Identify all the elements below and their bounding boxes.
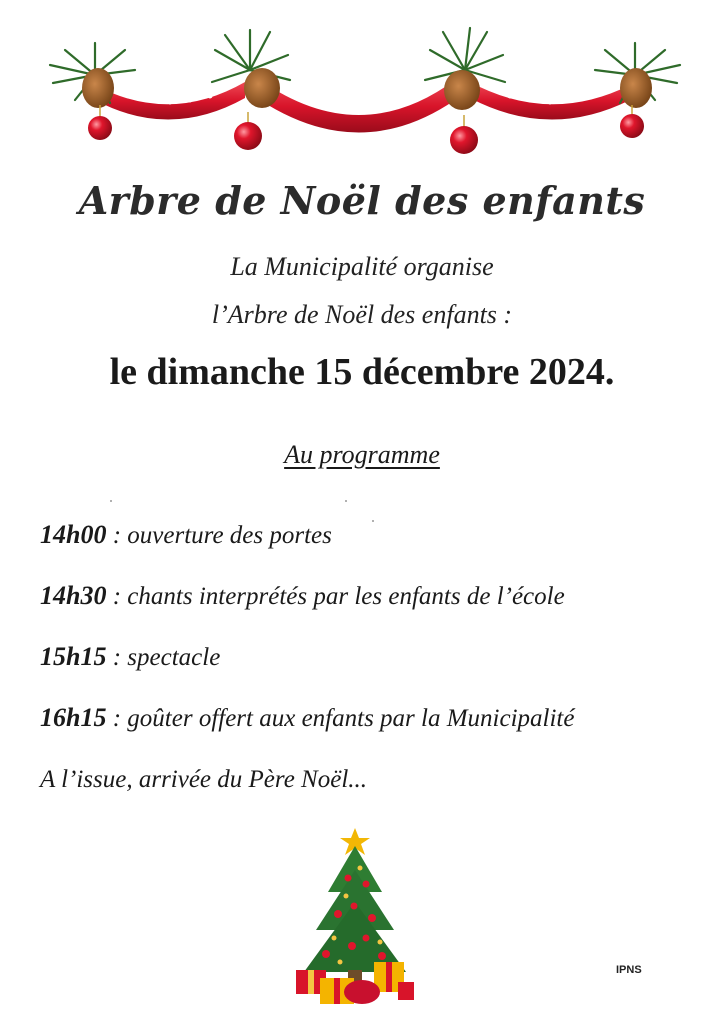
event-date: le dimanche 15 décembre 2024. bbox=[109, 351, 615, 393]
schedule-item bbox=[40, 520, 710, 581]
schedule-time: 14h00 bbox=[40, 520, 107, 549]
schedule-activity: ouverture des portes bbox=[127, 522, 332, 549]
subtitle-line-1: La Municipalité organise bbox=[230, 252, 494, 281]
schedule-item bbox=[40, 642, 710, 703]
programme-heading: Au programme bbox=[284, 440, 440, 469]
schedule-activity: chants interprétés par les enfants de l’école bbox=[127, 583, 565, 610]
schedule-time: 16h15 bbox=[40, 703, 107, 732]
schedule-item bbox=[40, 703, 710, 764]
schedule-item bbox=[40, 581, 710, 642]
subtitle-line-2: l’Arbre de Noël des enfants : bbox=[211, 300, 513, 329]
poster-title: Arbre de Noël des enfants bbox=[78, 178, 646, 223]
schedule-time: 14h30 bbox=[40, 581, 107, 610]
schedule-separator: : bbox=[106, 644, 128, 671]
scan-speck bbox=[110, 500, 112, 502]
schedule-separator: : bbox=[106, 522, 128, 549]
ipns-mark: IPNS bbox=[616, 964, 642, 976]
schedule-list bbox=[40, 520, 710, 764]
scan-speck bbox=[345, 500, 347, 502]
schedule-separator: : bbox=[106, 705, 128, 732]
schedule-time: 15h15 bbox=[40, 642, 107, 671]
scan-speck bbox=[372, 520, 374, 522]
christmas-tree-icon bbox=[290, 822, 420, 1006]
schedule-activity: goûter offert aux enfants par la Municipalité bbox=[127, 705, 575, 732]
christmas-garland-decoration bbox=[0, 0, 724, 170]
schedule-separator: : bbox=[106, 583, 128, 610]
closing-line: A l’issue, arrivée du Père Noël... bbox=[40, 766, 368, 793]
schedule-activity: spectacle bbox=[127, 644, 221, 671]
